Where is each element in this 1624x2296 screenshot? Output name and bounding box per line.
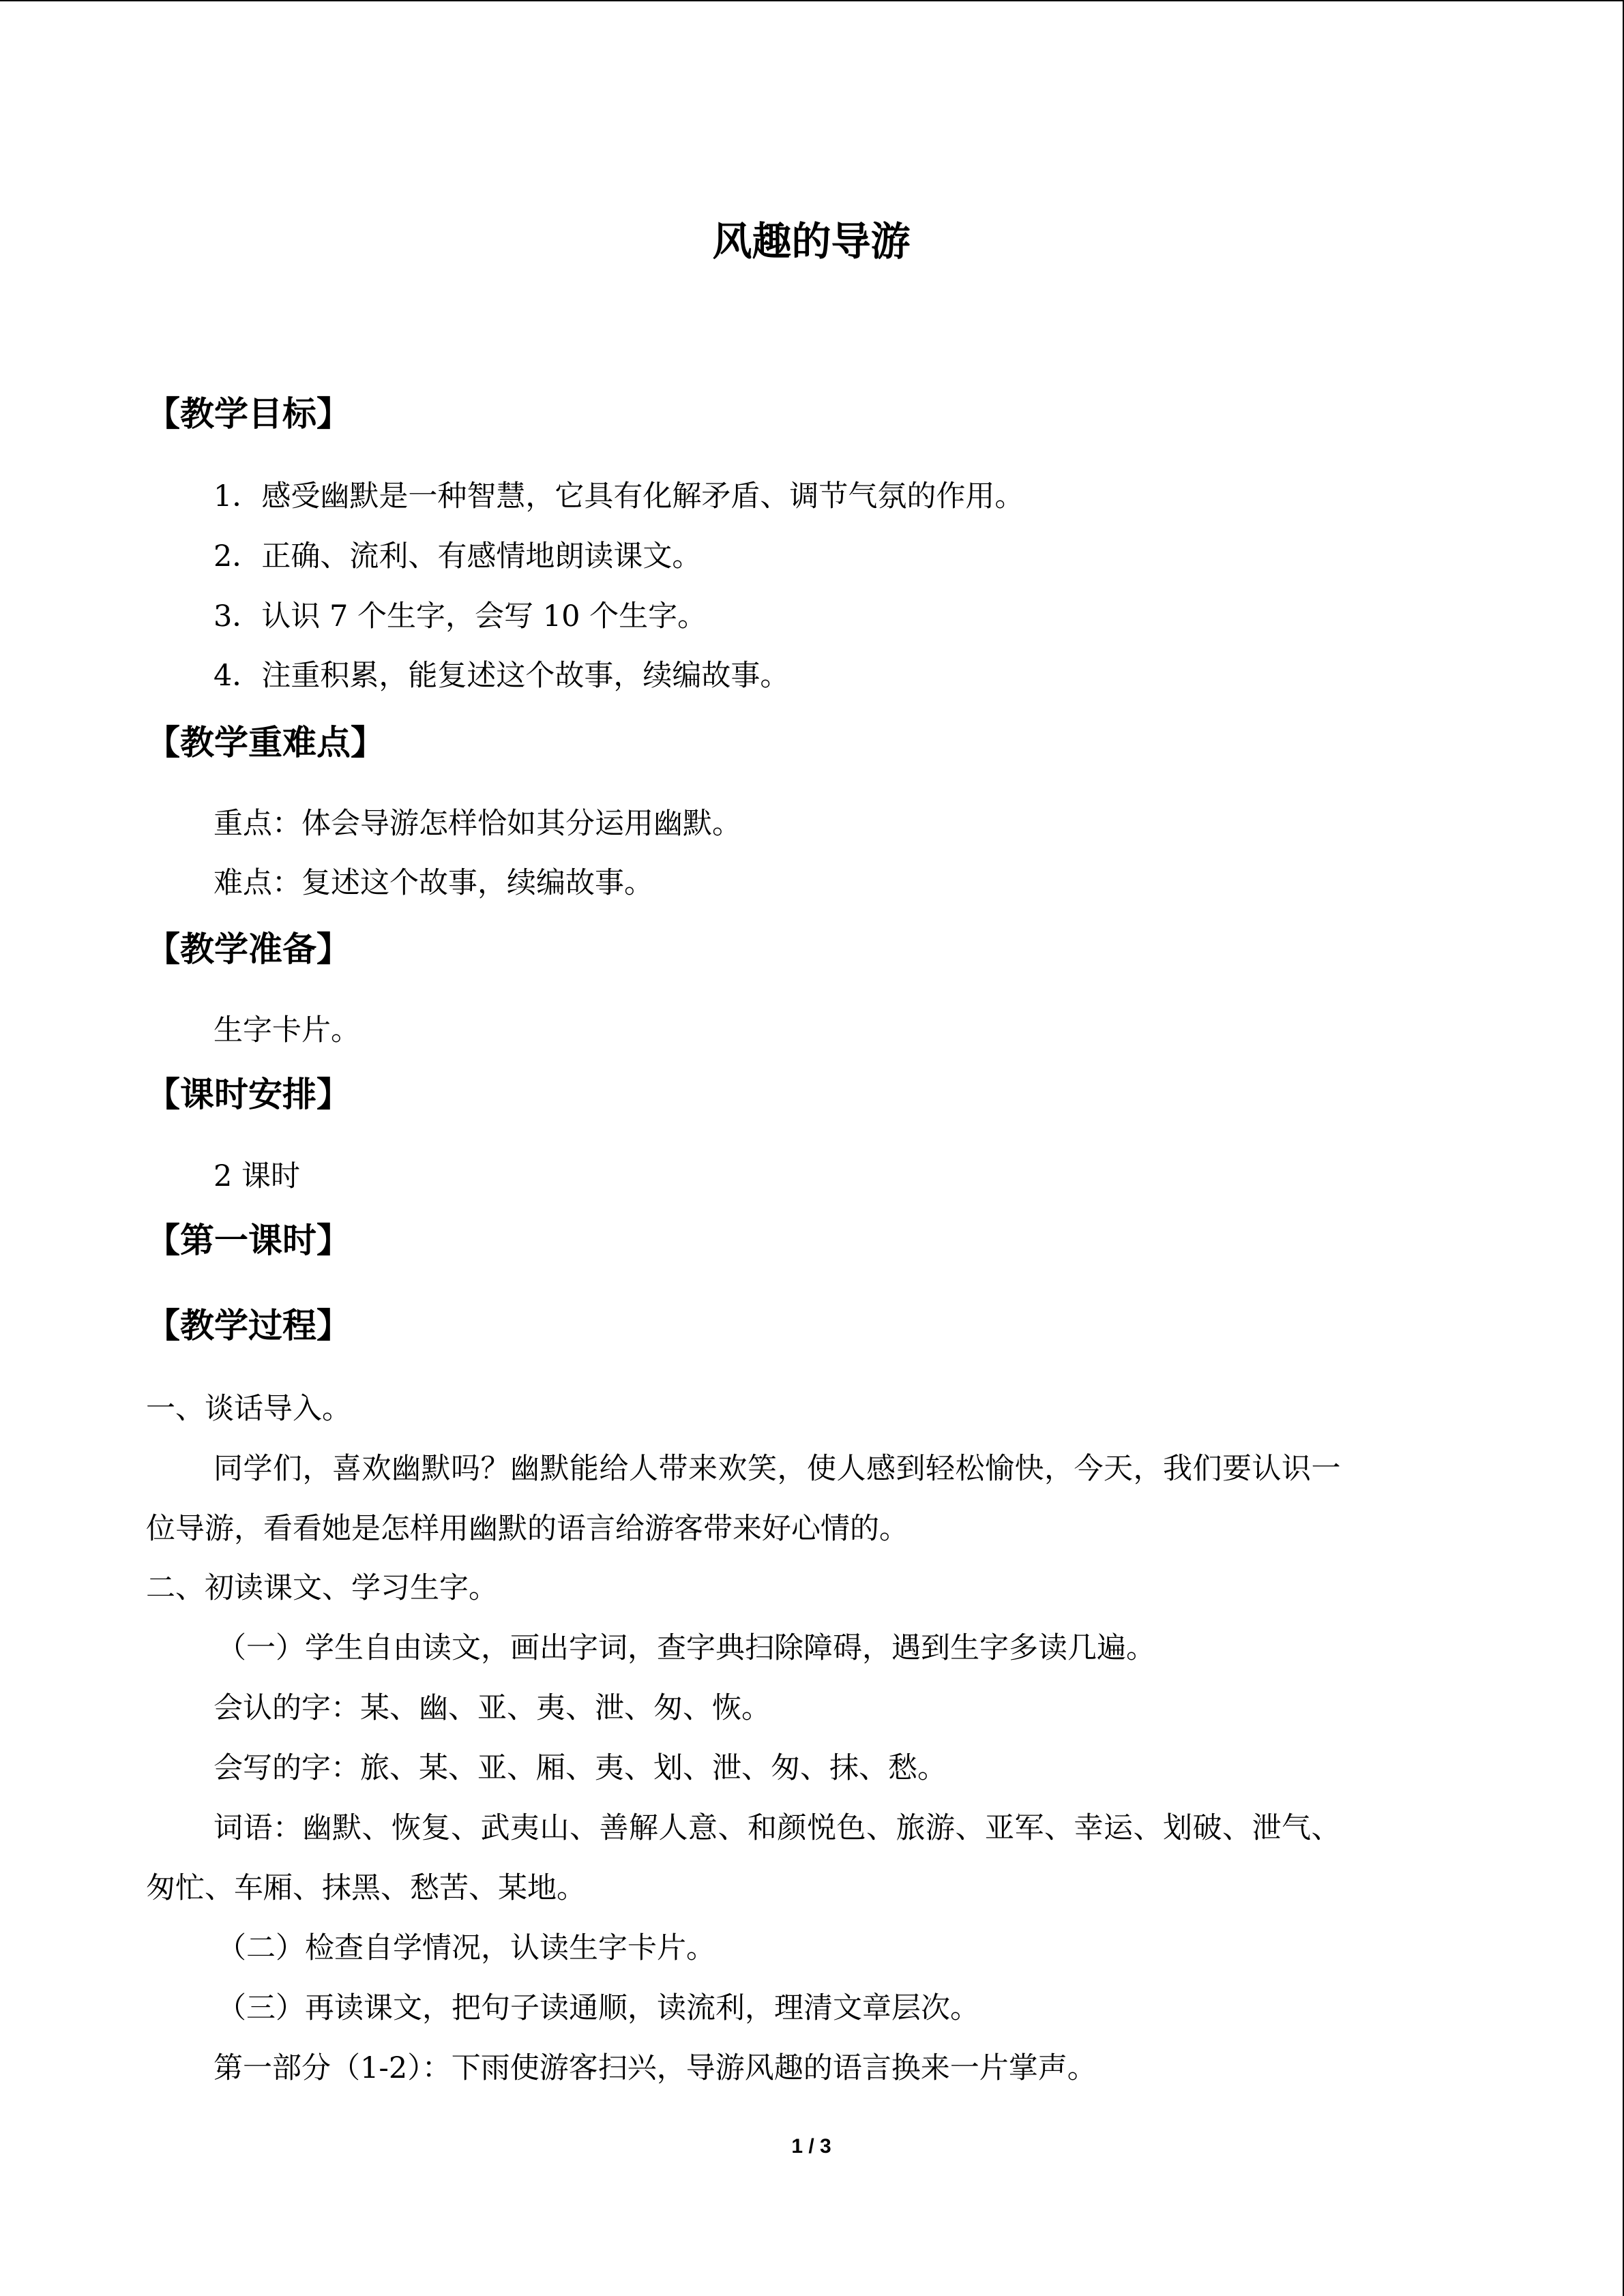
process-step-1-paragraph-line-1: 同学们，喜欢幽默吗？幽默能给人带来欢笑，使人感到轻松愉快，今天，我们要认识一: [213, 1452, 1341, 1486]
section-heading-process: 【教学过程】: [146, 1305, 351, 1345]
process-part-1: 第一部分（1-2）：下雨使游客扫兴，导游风趣的语言换来一片掌声。: [213, 2051, 1097, 2085]
vocabulary-line-1: 词语：幽默、恢复、武夷山、善解人意、和颜悦色、旅游、亚军、幸运、划破、泄气、: [213, 1811, 1341, 1845]
preparation-text: 生字卡片。: [213, 1013, 360, 1047]
process-step-1-paragraph-line-2: 位导游，看看她是怎样用幽默的语言给游客带来好心情的。: [146, 1512, 909, 1546]
process-step-1-heading: 一、谈话导入。: [146, 1392, 351, 1426]
objective-item-3: 3．认识 7 个生字，会写 10 个生字。: [213, 599, 707, 633]
recognize-characters: 会认的字：某、幽、亚、夷、泄、匆、恢。: [213, 1691, 771, 1725]
process-step-2-heading: 二、初读课文、学习生字。: [146, 1571, 498, 1605]
section-heading-lesson-one: 【第一课时】: [146, 1220, 351, 1260]
key-point-focus: 重点：体会导游怎样恰如其分运用幽默。: [213, 807, 741, 841]
section-heading-schedule: 【课时安排】: [146, 1074, 351, 1114]
process-sub-2: （二）检查自学情况，认读生字卡片。: [217, 1931, 715, 1965]
objective-item-1: 1．感受幽默是一种智慧，它具有化解矛盾、调节气氛的作用。: [213, 479, 1024, 513]
process-sub-1: （一）学生自由读文，画出字词，查字典扫除障碍，遇到生字多读几遍。: [217, 1631, 1155, 1665]
objective-item-2: 2．正确、流利、有感情地朗读课文。: [213, 539, 702, 573]
process-sub-3: （三）再读课文，把句子读通顺，读流利，理清文章层次。: [217, 1991, 979, 2025]
objective-item-4: 4．注重积累，能复述这个故事，续编故事。: [213, 659, 790, 693]
schedule-text: 2 课时: [213, 1159, 301, 1193]
section-heading-objectives: 【教学目标】: [146, 393, 351, 434]
page-indicator: 1 / 3: [791, 2135, 831, 2158]
vocabulary-line-2: 匆忙、车厢、抹黑、愁苦、某地。: [146, 1871, 586, 1905]
section-heading-key-points: 【教学重难点】: [146, 722, 385, 762]
key-point-difficulty: 难点：复述这个故事，续编故事。: [213, 866, 653, 900]
document-title: 风趣的导游: [712, 218, 911, 265]
section-heading-preparation: 【教学准备】: [146, 929, 351, 969]
write-characters: 会写的字：旅、某、亚、厢、夷、划、泄、匆、抹、愁。: [213, 1751, 947, 1785]
